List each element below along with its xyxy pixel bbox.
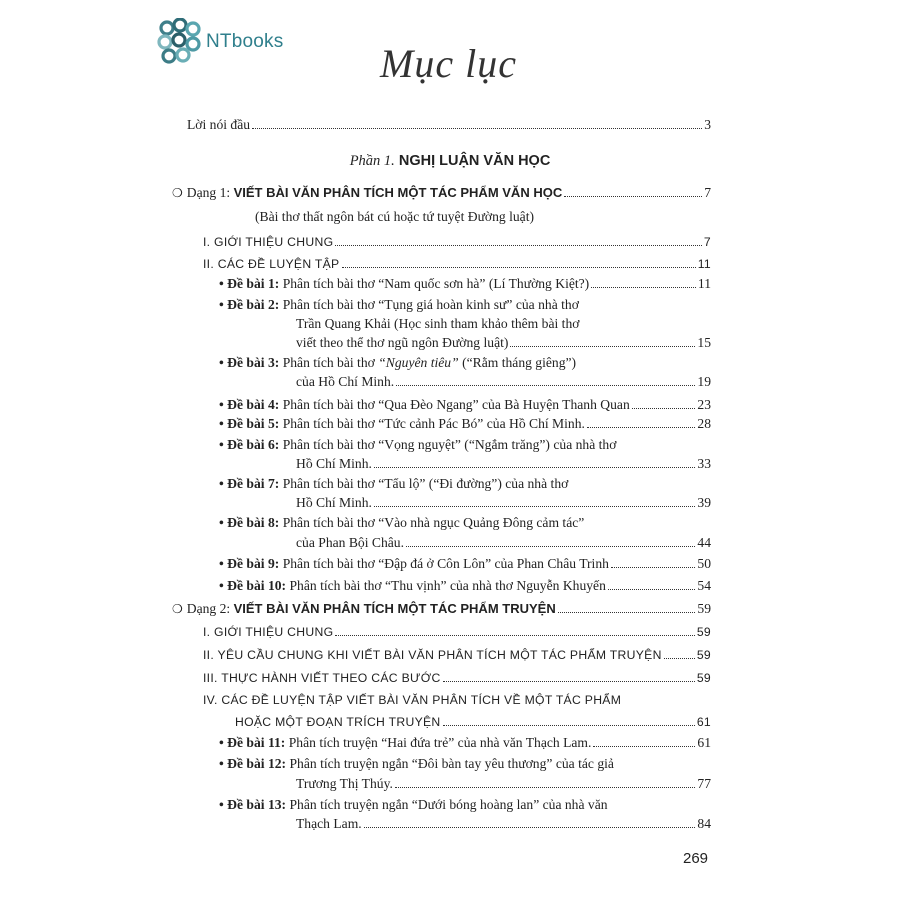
toc-entry-de-bai-8[interactable] — [219, 515, 584, 531]
toc-entry-section-iv[interactable]: IV. CÁC ĐỀ LUYỆN TẬP VIẾT BÀI VĂN PHÂN TÍCH VỀ MỘT TÁC PHẨM — [203, 693, 622, 707]
leader-dots — [632, 408, 696, 409]
dang-name: Dạng 2: — [186, 601, 231, 616]
bullet-icon: • — [219, 297, 224, 312]
bullet-icon: • — [219, 756, 224, 771]
item-name: Đề bài 12: — [227, 756, 287, 771]
entry-page: 11 — [697, 257, 711, 271]
item-name: Đề bài 2: — [227, 297, 280, 312]
leader-dots — [252, 128, 702, 129]
item-last-line — [296, 456, 711, 472]
leader-dots — [587, 427, 695, 428]
item-line: Phân tích truyện “Hai đứa trẻ” của nhà văn Thạch Lam. — [288, 735, 592, 750]
item-line: Phân tích bài thơ “Vào nhà ngục Quảng Đông cảm tác” — [282, 515, 585, 530]
entry-page: 7 — [704, 185, 711, 200]
leader-dots — [510, 346, 695, 347]
bullet-icon: • — [219, 355, 224, 370]
entry-page: 50 — [697, 556, 711, 571]
leader-dots — [335, 245, 702, 246]
dang-1-note: (Bài thơ thất ngôn bát cú hoặc tứ tuyệt Đường luật) — [255, 209, 535, 224]
toc-entry-section[interactable] — [203, 234, 711, 250]
item-last-line — [296, 495, 711, 511]
leader-dots — [443, 681, 695, 682]
circle-bullet-icon: ❍ — [172, 186, 183, 200]
entry-page: 33 — [697, 456, 711, 471]
item-name: Đề bài 3: — [227, 355, 280, 370]
entry-page: 77 — [697, 776, 711, 791]
leader-dots — [342, 267, 696, 268]
entry-label: II. YÊU CẦU CHUNG KHI VIẾT BÀI VĂN PHÂN TÍCH MỘT TÁC PHẨM TRUYỆN — [203, 648, 662, 662]
part-heading — [0, 153, 900, 170]
item-line: Phân tích truyện ngắn “Đôi bàn tay yêu thương” của tác giả — [289, 756, 614, 771]
circle-bullet-icon: ❍ — [172, 602, 183, 616]
item-last-line — [296, 816, 711, 832]
toc-entry-de-bai-7[interactable] — [219, 476, 568, 492]
entry-label: II. CÁC ĐỀ LUYỆN TẬP — [203, 257, 340, 271]
bullet-icon: • — [219, 416, 224, 431]
item-line: của Phan Bội Châu. — [296, 535, 404, 550]
leader-dots — [443, 725, 695, 726]
toc-entry-de-bai-1[interactable] — [219, 276, 711, 292]
entry-label: HOẶC MỘT ĐOẠN TRÍCH TRUYỆN — [235, 715, 441, 729]
item-line: Hồ Chí Minh. — [296, 495, 372, 510]
toc-entry-section[interactable] — [203, 624, 711, 640]
toc-entry-preface[interactable] — [187, 117, 711, 133]
bullet-icon: • — [219, 397, 224, 412]
leader-dots — [396, 385, 695, 386]
item-name: Đề bài 9: — [227, 556, 280, 571]
toc-entry-de-bai-5[interactable] — [219, 416, 711, 432]
leader-dots — [395, 787, 696, 788]
toc-entry-section[interactable] — [203, 256, 711, 272]
leader-dots — [664, 658, 695, 659]
item-line: Thạch Lam. — [296, 816, 362, 831]
item-line: Phân tích bài thơ “Vọng nguyệt” (“Ngắm trăng”) của nhà thơ — [282, 437, 617, 452]
bullet-icon: • — [219, 735, 224, 750]
item-name: Đề bài 10: — [227, 578, 287, 593]
item-line: Phân tích bài thơ — [282, 355, 375, 370]
leader-dots — [564, 196, 702, 197]
dang-name: Dạng 1: — [186, 185, 231, 200]
item-name: Đề bài 5: — [227, 416, 280, 431]
dang-label: VIẾT BÀI VĂN PHÂN TÍCH MỘT TÁC PHẨM VĂN HỌC — [233, 185, 563, 200]
item-line: Phân tích bài thơ “Tụng giá hoàn kinh sư” của nhà thơ — [282, 297, 579, 312]
entry-page: 59 — [696, 671, 711, 685]
entry-page: 61 — [697, 735, 711, 750]
page-number: 269 — [683, 850, 709, 867]
entry-page: 59 — [697, 601, 711, 616]
item-line: Trương Thị Thúy. — [296, 776, 393, 791]
bullet-icon: • — [219, 797, 224, 812]
toc-entry-de-bai-3[interactable] — [219, 355, 576, 371]
dang-label: VIẾT BÀI VĂN PHÂN TÍCH MỘT TÁC PHẨM TRUYỆN — [233, 601, 556, 616]
entry-page: 59 — [696, 648, 711, 662]
toc-entry-section[interactable] — [203, 670, 711, 686]
item-line: Hồ Chí Minh. — [296, 456, 372, 471]
item-line: Phân tích bài thơ “Qua Đèo Ngang” của Bà Huyện Thanh Quan — [282, 397, 630, 412]
toc-entry-dang-1[interactable] — [172, 185, 711, 201]
toc-entry-dang-2[interactable] — [172, 601, 711, 617]
entry-page: 11 — [697, 276, 711, 291]
item-line: viết theo thể thơ ngũ ngôn Đường luật) — [296, 335, 509, 350]
bullet-icon: • — [219, 476, 224, 491]
leader-dots — [406, 546, 695, 547]
leader-dots — [364, 827, 696, 828]
leader-dots — [608, 589, 696, 590]
entry-page: 19 — [697, 374, 711, 389]
entry-page: 61 — [696, 715, 711, 729]
toc-entry-de-bai-13[interactable] — [219, 797, 608, 813]
item-line: của Hồ Chí Minh. — [296, 374, 395, 389]
item-line: Phân tích bài thơ “Nam quốc sơn hà” (Lí Thường Kiệt?) — [282, 276, 590, 291]
item-line: Phân tích bài thơ “Tẩu lộ” (“Đi đường”) của nhà thơ — [282, 476, 569, 491]
entry-page: 59 — [696, 625, 711, 639]
item-line: Phân tích truyện ngắn “Dưới bóng hoàng lan” của nhà văn — [289, 797, 608, 812]
item-name: Đề bài 7: — [227, 476, 280, 491]
leader-dots — [591, 287, 696, 288]
part-label: NGHỊ LUẬN VĂN HỌC — [398, 153, 551, 169]
item-last-line — [296, 535, 711, 551]
entry-page: 3 — [704, 117, 711, 132]
item-name: Đề bài 1: — [227, 276, 280, 291]
entry-label: III. THỰC HÀNH VIẾT THEO CÁC BƯỚC — [203, 671, 441, 685]
toc-entry-de-bai-10[interactable] — [219, 578, 711, 594]
entry-page: 7 — [703, 235, 711, 249]
toc-entry-de-bai-2[interactable] — [219, 297, 579, 313]
leader-dots — [593, 746, 695, 747]
leader-dots — [335, 635, 694, 636]
bullet-icon: • — [219, 578, 224, 593]
entry-page: 84 — [697, 816, 711, 831]
toc-entry-section[interactable] — [203, 647, 711, 663]
leader-dots — [611, 567, 695, 568]
item-name: Đề bài 4: — [227, 397, 280, 412]
toc-entry-de-bai-11[interactable] — [219, 735, 711, 751]
toc-entry-de-bai-9[interactable] — [219, 556, 711, 572]
bullet-icon: • — [219, 515, 224, 530]
item-last-line — [235, 714, 711, 730]
item-name: Đề bài 8: — [227, 515, 280, 530]
item-line: Phân tích bài thơ “Tức cảnh Pác Bó” của Hồ Chí Minh. — [282, 416, 585, 431]
toc-entry-de-bai-6[interactable] — [219, 437, 616, 453]
toc-entry-de-bai-4[interactable] — [219, 397, 711, 413]
entry-page: 15 — [697, 335, 711, 350]
item-last-line — [296, 335, 711, 351]
bullet-icon: • — [219, 276, 224, 291]
toc-entry-de-bai-12[interactable] — [219, 756, 614, 772]
page-title: Mục lục — [380, 41, 517, 86]
entry-label: I. GIỚI THIỆU CHUNG — [203, 625, 334, 639]
item-name: Đề bài 11: — [227, 735, 286, 750]
brand-name: NTbooks — [206, 31, 284, 52]
item-name: Đề bài 6: — [227, 437, 280, 452]
entry-page: 28 — [697, 416, 711, 431]
leader-dots — [558, 612, 696, 613]
leader-dots — [374, 506, 695, 507]
item-name: Đề bài 13: — [227, 797, 287, 812]
item-last-line — [296, 776, 711, 792]
item-line: (“Rằm tháng giêng”) — [462, 355, 577, 370]
entry-page: 44 — [697, 535, 711, 550]
bullet-icon: • — [219, 556, 224, 571]
leader-dots — [374, 467, 695, 468]
entry-page: 54 — [697, 578, 711, 593]
item-last-line — [296, 374, 711, 390]
entry-label: I. GIỚI THIỆU CHUNG — [203, 235, 334, 249]
bullet-icon: • — [219, 437, 224, 452]
entry-label: Lời nói đầu — [187, 117, 251, 132]
item-italic: “Nguyên tiêu” — [378, 355, 459, 370]
entry-page: 23 — [697, 397, 711, 412]
item-line: Phân tích bài thơ “Đập đá ở Côn Lôn” của Phan Châu Trinh — [282, 556, 609, 571]
part-prefix: Phần 1. — [349, 153, 395, 169]
entry-page: 39 — [697, 495, 711, 510]
item-line: Phân tích bài thơ “Thu vịnh” của nhà thơ Nguyễn Khuyến — [289, 578, 606, 593]
item-line: Trần Quang Khải (Học sinh tham khảo thêm bài thơ — [296, 316, 580, 331]
